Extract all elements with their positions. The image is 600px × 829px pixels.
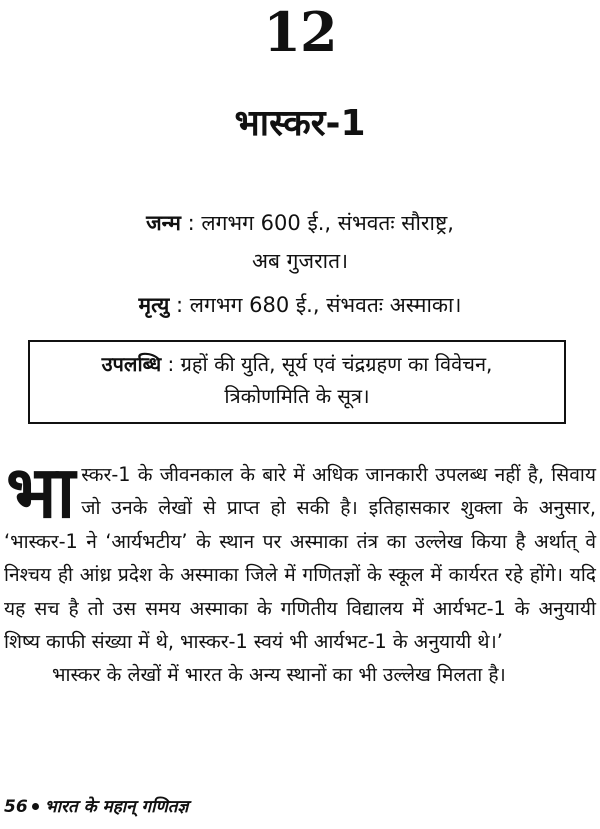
page-number: 56 bbox=[4, 797, 28, 817]
book-title: भारत के महान् गणितज्ञ bbox=[44, 797, 189, 817]
body-text bbox=[4, 450, 596, 692]
birth-line: जन्म : लगभग 600 ई., संभवतः सौराष्ट्र, bbox=[146, 211, 454, 235]
paragraph-1-text: स्कर-1 के जीवनकाल के बारे में अधिक जानकारी उपलब्ध नहीं है, सिवाय जो उनके लेखों से प्राप्त हो सकी है। इतिहासकार शुक्ला के अनुसार, ‘भास्कर-1 ने ‘आर्यभटीय’ के स्थान पर अस्माका तंत्र का उल्लेख किया है अर्थात् वे निश्चय ही आंध्र प्रदेश के अस्माका जिले में गणितज्ञों के स्कूल में कार्यरत रहे होंगे। यदि यह सच है तो उस समय अस्माका के गणितीय विद्यालय में आर्यभट-1 के अनुयायी शिष्य काफी संख्या में थे, भास्कर-1 स्वयं भी आर्यभट-1 के अनुयायी थे।’ bbox=[4, 463, 596, 654]
achievement-text-1: ग्रहों की युति, सूर्य एवं चंद्रग्रहण का विवेचन, bbox=[180, 352, 493, 376]
achievement-label: उपलब्धि bbox=[101, 352, 162, 376]
death-text: लगभग 680 ई., संभवतः अस्माका। bbox=[189, 293, 462, 317]
death-line: मृत्यु : लगभग 680 ई., संभवतः अस्माका। bbox=[138, 293, 462, 317]
page-footer bbox=[4, 794, 404, 820]
chapter-number: 12 bbox=[263, 0, 337, 64]
chapter-title: भास्कर-1 bbox=[234, 103, 366, 144]
birth-text: लगभग 600 ई., संभवतः सौराष्ट्र, bbox=[201, 211, 454, 235]
achievement-box bbox=[28, 340, 566, 424]
bullet-icon bbox=[32, 803, 39, 810]
paragraph-2: भास्कर के लेखों में भारत के अन्य स्थानों का भी उल्लेख मिलता है। bbox=[52, 663, 506, 687]
achievement-line-1: उपलब्धि : ग्रहों की युति, सूर्य एवं चंद्रग्रहण का विवेचन, bbox=[101, 352, 493, 376]
birth-line-2: अब गुजरात। bbox=[251, 249, 349, 273]
achievement-line-2: त्रिकोणमिति के सूत्र। bbox=[224, 384, 370, 408]
drop-cap: भा bbox=[6, 450, 76, 534]
death-label: मृत्यु bbox=[138, 293, 170, 317]
birth-label: जन्म bbox=[146, 211, 181, 235]
paragraph-1 bbox=[4, 450, 596, 658]
